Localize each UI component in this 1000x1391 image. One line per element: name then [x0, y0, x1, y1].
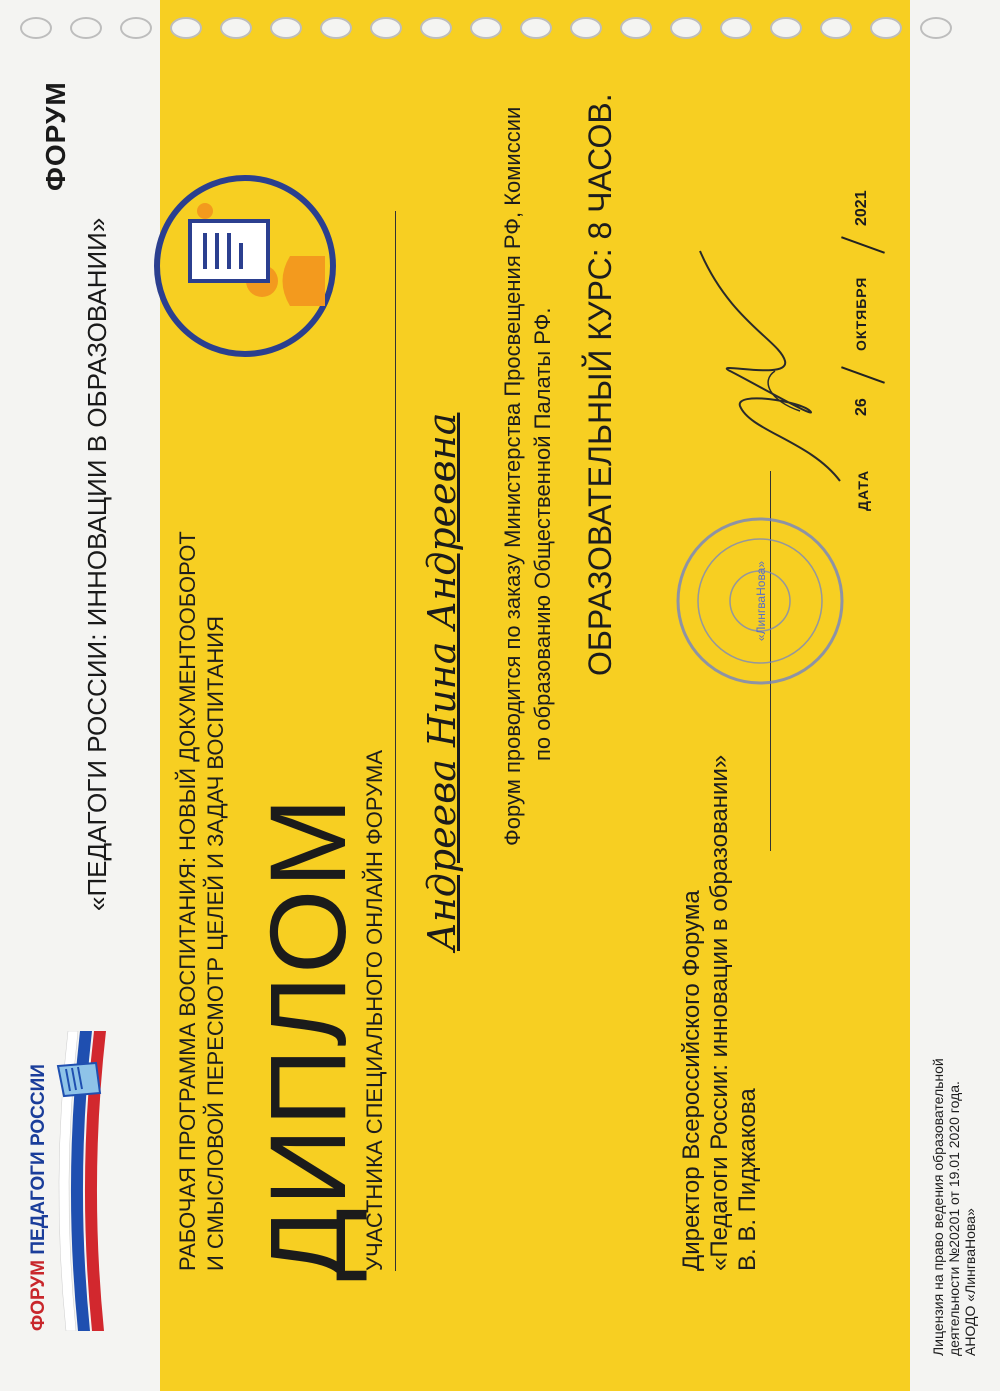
binding-hole [770, 17, 802, 39]
program-title-line1: РАБОЧАЯ ПРОГРАММА ВОСПИТАНИЯ: НОВЫЙ ДОКУМЕНТООБОРОТ [175, 531, 200, 1271]
license-line3: АНОДО «ЛингваНова» [962, 1208, 978, 1356]
director-name: В. В. Пиджакова [734, 1088, 761, 1271]
binding-hole [320, 17, 352, 39]
binding-hole [620, 17, 652, 39]
participant-caption: УЧАСТНИКА СПЕЦИАЛЬНОГО ОНЛАЙН ФОРУМА [362, 749, 387, 1271]
forum-logo [28, 1031, 123, 1331]
divider [395, 211, 396, 1271]
logo-text [28, 1064, 50, 1331]
license-line2: деятельности №20201 от 19.01 2020 года. [946, 1081, 962, 1356]
stamp-center-text: «ЛингваНова» [754, 560, 768, 642]
date-label: ДАТА [855, 469, 871, 511]
binding-hole [520, 17, 552, 39]
logo-text-blue: ПЕДАГОГИ РОССИИ [28, 1064, 49, 1255]
logo-text-red: ФОРУМ [28, 1259, 49, 1331]
organizer-info-line1: Форум проводится по заказу Министерства Просвещения РФ, Комиссии [500, 106, 525, 846]
organizer-info-line2: по образованию Общественной Палаты РФ. [530, 307, 555, 761]
date-month: ОКТЯБРЯ [853, 276, 869, 351]
binding-hole [870, 17, 902, 39]
binding-hole [270, 17, 302, 39]
binding-hole [20, 17, 52, 39]
forum-subtitle: «ПЕДАГОГИ РОССИИ: ИННОВАЦИИ В ОБРАЗОВАНИИ» [82, 217, 112, 911]
binding-hole [470, 17, 502, 39]
logo-flag-icon [56, 1031, 116, 1331]
director-title: Директор Всероссийского Форума [678, 890, 705, 1271]
director-forum-name: «Педагоги России: инновации в образовании» [706, 754, 733, 1271]
course-hours: ОБРАЗОВАТЕЛЬНЫЙ КУРС: 8 ЧАСОВ. [582, 93, 618, 676]
date-year: 2021 [853, 190, 870, 226]
binding-hole [370, 17, 402, 39]
director-signature [690, 241, 850, 501]
diploma-heading: ДИПЛОМ [247, 795, 368, 1281]
official-stamp [670, 511, 850, 691]
binding-hole [70, 17, 102, 39]
license-line1: Лицензия на право ведения образовательной [930, 1058, 946, 1356]
binding-hole [120, 17, 152, 39]
forum-title: ФОРУМ [40, 81, 71, 191]
binding-hole [720, 17, 752, 39]
program-title-line2: И СМЫСЛОВОЙ ПЕРЕСМОТР ЦЕЛЕЙ И ЗАДАЧ ВОСПИТАНИЯ [203, 616, 228, 1271]
binding-hole [220, 17, 252, 39]
binding-hole [670, 17, 702, 39]
document-emblem-icon [150, 171, 340, 361]
binding-hole [170, 17, 202, 39]
binding-hole [920, 17, 952, 39]
date-day: 26 [853, 398, 870, 416]
binding-hole [570, 17, 602, 39]
binding-hole [420, 17, 452, 39]
recipient-name: Андреева Нина Андреевна [420, 412, 464, 951]
binding-hole [820, 17, 852, 39]
